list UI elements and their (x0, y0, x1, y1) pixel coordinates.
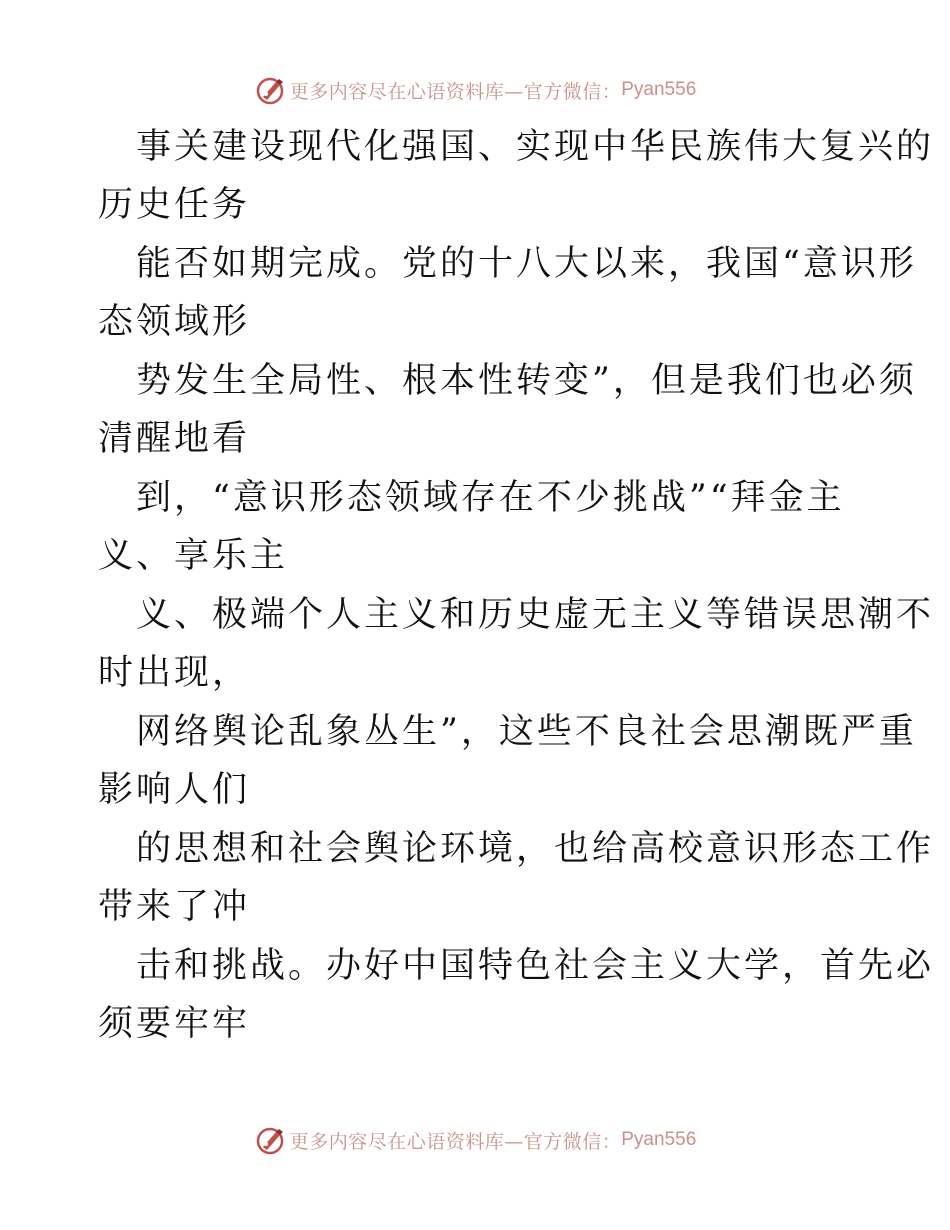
header-banner-inner (254, 74, 697, 106)
text-line-6: 清醒地看 (98, 419, 251, 459)
text-line-13: 的思想和社会舆论环境，也给高校意识形态工作 (136, 829, 935, 869)
pen-circle-logo-icon (254, 1124, 286, 1156)
text-line-9: 义、极端个人主义和历史虚无主义等错误思潮不 (136, 595, 935, 635)
text-line-1: 事关建设现代化强国、实现中华民族伟大复兴的 (136, 127, 935, 167)
text-line-2: 历史任务 (98, 185, 251, 225)
footer-banner-wechat-id: Pyan556 (621, 1129, 697, 1150)
text-line-11: 网络舆论乱象丛生”，这些不良社会思潮既严重 (136, 712, 917, 752)
footer-banner-inner (254, 1124, 697, 1156)
text-line-3: 能否如期完成。党的十八大以来，我国“意识形 (136, 244, 917, 284)
text-line-14: 带来了冲 (98, 887, 251, 927)
pen-circle-logo-icon (254, 74, 286, 106)
footer-banner (0, 1120, 950, 1160)
footer-banner-text: 更多内容尽在心语资料库—官方微信： (289, 1130, 622, 1153)
header-banner-wechat-id: Pyan556 (621, 79, 697, 100)
text-line-4: 态领域形 (98, 302, 251, 342)
header-banner-text: 更多内容尽在心语资料库—官方微信： (289, 80, 622, 103)
text-line-8: 义、享乐主 (98, 536, 289, 576)
text-line-16: 须要牢牢 (98, 1004, 251, 1044)
header-banner (0, 70, 950, 110)
text-line-5: 势发生全局性、根本性转变”，但是我们也必须 (136, 361, 917, 401)
text-line-10: 时出现， (98, 653, 251, 693)
text-line-12: 影响人们 (98, 770, 251, 810)
text-line-7: 到，“意识形态领域存在不少挑战”“拜金主 (136, 478, 845, 518)
text-line-15: 击和挑战。办好中国特色社会主义大学，首先必 (136, 946, 935, 986)
